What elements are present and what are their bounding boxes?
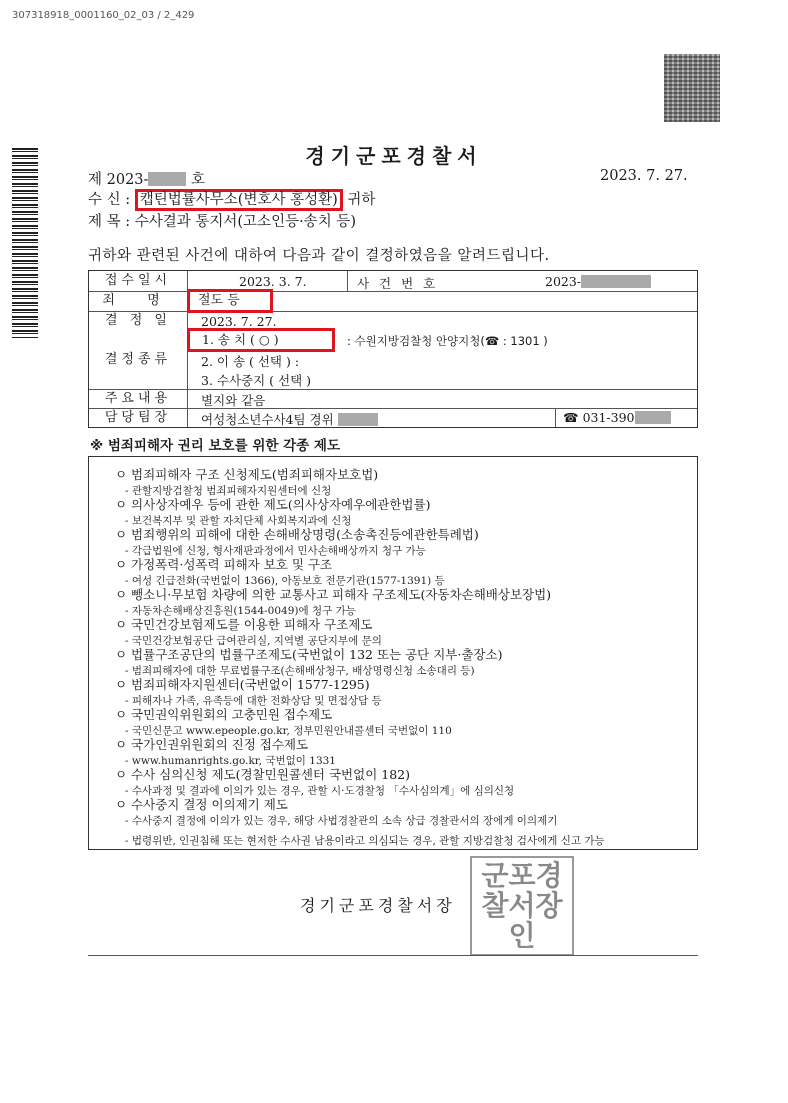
decision-date-label: 결 정 일	[89, 311, 188, 331]
decision-option-3: 3. 수사중지 ( 선택 )	[201, 373, 312, 388]
recipient-name: 캡틴법률사무소(변호사 홍성환)	[135, 189, 343, 211]
crime-name: 절도 등	[187, 289, 273, 313]
table-row-crime	[89, 291, 697, 312]
list-item: ㅇ 법률구조공단의 법률구조제도(국번없이 132 또는 공단 지부·출장소) - 범죄피해자에 대한 무료법률구조(손해배상청구, 배상명령신청 소송대리 등)	[115, 647, 503, 677]
seal-text: 군포경찰서장인	[481, 859, 563, 952]
redacted-mask	[338, 413, 378, 426]
decision-option-2: 2. 이 송 ( 선택 ) :	[201, 354, 300, 369]
list-item: ㅇ 수사중지 결정 이의제기 제도 - 수사중지 결정에 이의가 있는 경우, 해당 사법경찰관의 소속 상급 경찰관서의 장에게 이의제기 - 법령위반, 인권침해 또는 현저한 수사권 남용이라고 의심되는 경우, 관할 지방검찰청 검사에게 신고 가능	[115, 797, 605, 847]
phone-prefix: 031-390	[582, 410, 635, 425]
footer-signature: 경기군포경찰서장	[300, 896, 456, 915]
officer-name	[201, 410, 378, 428]
receipt-label: 접수일시	[89, 271, 188, 291]
table-row-decision-date	[89, 311, 697, 331]
list-item: ㅇ 의사상자예우 등에 관한 제도(의사상자예우에관한법률) - 보건복지부 및 관할 자치단체 사회복지과에 신청	[115, 497, 431, 527]
official-seal-image	[470, 856, 574, 956]
recipient-line	[88, 188, 375, 209]
divider	[88, 955, 698, 956]
table-row-receipt	[89, 271, 697, 292]
content-label: 주요내용	[89, 389, 188, 408]
officer-label: 담당팀장	[89, 408, 188, 427]
agency-title: 경기군포경찰서	[305, 144, 483, 168]
decision-date: 2023. 7. 27.	[201, 314, 277, 329]
subject-label: 제 목 :	[88, 214, 131, 230]
document-date: 2023. 7. 27.	[600, 168, 688, 184]
list-item: ㅇ 범죄피해자지원센터(국번없이 1577-1295) - 피해자나 가족, 유족등에 대한 전화상담 및 면접상담 등	[115, 677, 382, 707]
case-number	[545, 274, 651, 289]
barcode-image	[12, 148, 38, 338]
list-item: ㅇ 국민권익위원회의 고충민원 접수제도 - 국민신문고 www.epeople.go.kr, 정부민원안내콜센터 국번없이 110	[115, 707, 452, 737]
table-row-decision-type	[89, 331, 697, 390]
phone-icon: ☎	[563, 410, 579, 425]
case-info-table	[88, 270, 698, 428]
crime-label: 죄 명	[89, 291, 188, 311]
victim-programs-box	[88, 456, 698, 850]
case-number-prefix: 2023-	[545, 274, 582, 289]
table-divider	[555, 408, 556, 427]
redacted-mask	[581, 275, 651, 288]
recipient-label: 수 신 :	[88, 192, 131, 208]
list-item: ㅇ 가정폭력·성폭력 피해자 보호 및 구조 - 여성 긴급전화(국번없이 1366), 아동보호 전문기관(1577-1391) 등	[115, 557, 445, 587]
list-item: ㅇ 범죄행위의 피해에 대한 손해배상명령(소송촉진등에관한특례법) - 각급법원에 신청, 형사재판과정에서 민사손해배상까지 청구 가능	[115, 527, 479, 557]
officer-phone	[563, 410, 671, 425]
list-item: ㅇ 범죄피해자 구조 신청제도(범죄피해자보호법) - 관할지방검찰청 범죄피해자지원센터에 신청	[115, 467, 379, 497]
recipient-suffix: 귀하	[347, 192, 376, 208]
case-number-label: 사 건 번 호	[357, 276, 439, 291]
document-number	[88, 168, 205, 189]
qr-code-image	[664, 54, 720, 122]
list-item: ㅇ 수사 심의신청 제도(경찰민원콜센터 국번없이 182) - 수사과정 및 결과에 이의가 있는 경우, 관할 시·도경찰청 「수사심의계」에 심의신청	[115, 767, 515, 797]
subject-line	[88, 210, 356, 231]
officer-team: 여성청소년수사4팀 경위	[201, 412, 334, 427]
subject-text: 수사결과 통지서(고소인등·송치 등)	[134, 214, 356, 230]
table-row-content	[89, 389, 697, 409]
list-item: ㅇ 국민건강보험제도를 이용한 피해자 구조제도 - 국민건강보험공단 급여관리실, 지역별 공단지부에 문의	[115, 617, 382, 647]
table-row-officer	[89, 408, 697, 427]
receipt-date: 2023. 3. 7.	[239, 274, 307, 289]
list-item: ㅇ 국가인권위원회의 진정 접수제도 - www.humanrights.go.kr, 국번없이 1331	[115, 737, 336, 767]
decision-option-1: 1. 송 치 ( ○ )	[187, 328, 335, 352]
decision-type-label: 결정종류	[89, 331, 188, 389]
section-title: ※ 범죄피해자 권리 보호를 위한 각종 제도	[90, 438, 340, 454]
redacted-mask	[148, 172, 186, 186]
redacted-mask	[635, 411, 671, 424]
document-number-suffix: 호	[191, 172, 206, 188]
document-number-prefix: 제 2023-	[88, 172, 149, 188]
decision-option-1-detail: : 수원지방검찰청 안양지청(☎ : 1301 )	[347, 334, 548, 348]
notice-text: 귀하와 관련된 사건에 대하여 다음과 같이 결정하였음을 알려드립니다.	[88, 248, 550, 264]
list-item: ㅇ 뺑소니·무보험 차량에 의한 교통사고 피해자 구조제도(자동차손해배상보장법) - 자동차손해배상진흥원(1544-0049)에 청구 가능	[115, 587, 552, 617]
table-divider	[347, 271, 348, 291]
document-id: 307318918_0001160_02_03 / 2_429	[12, 10, 195, 21]
content-text: 별지와 같음	[201, 393, 266, 408]
